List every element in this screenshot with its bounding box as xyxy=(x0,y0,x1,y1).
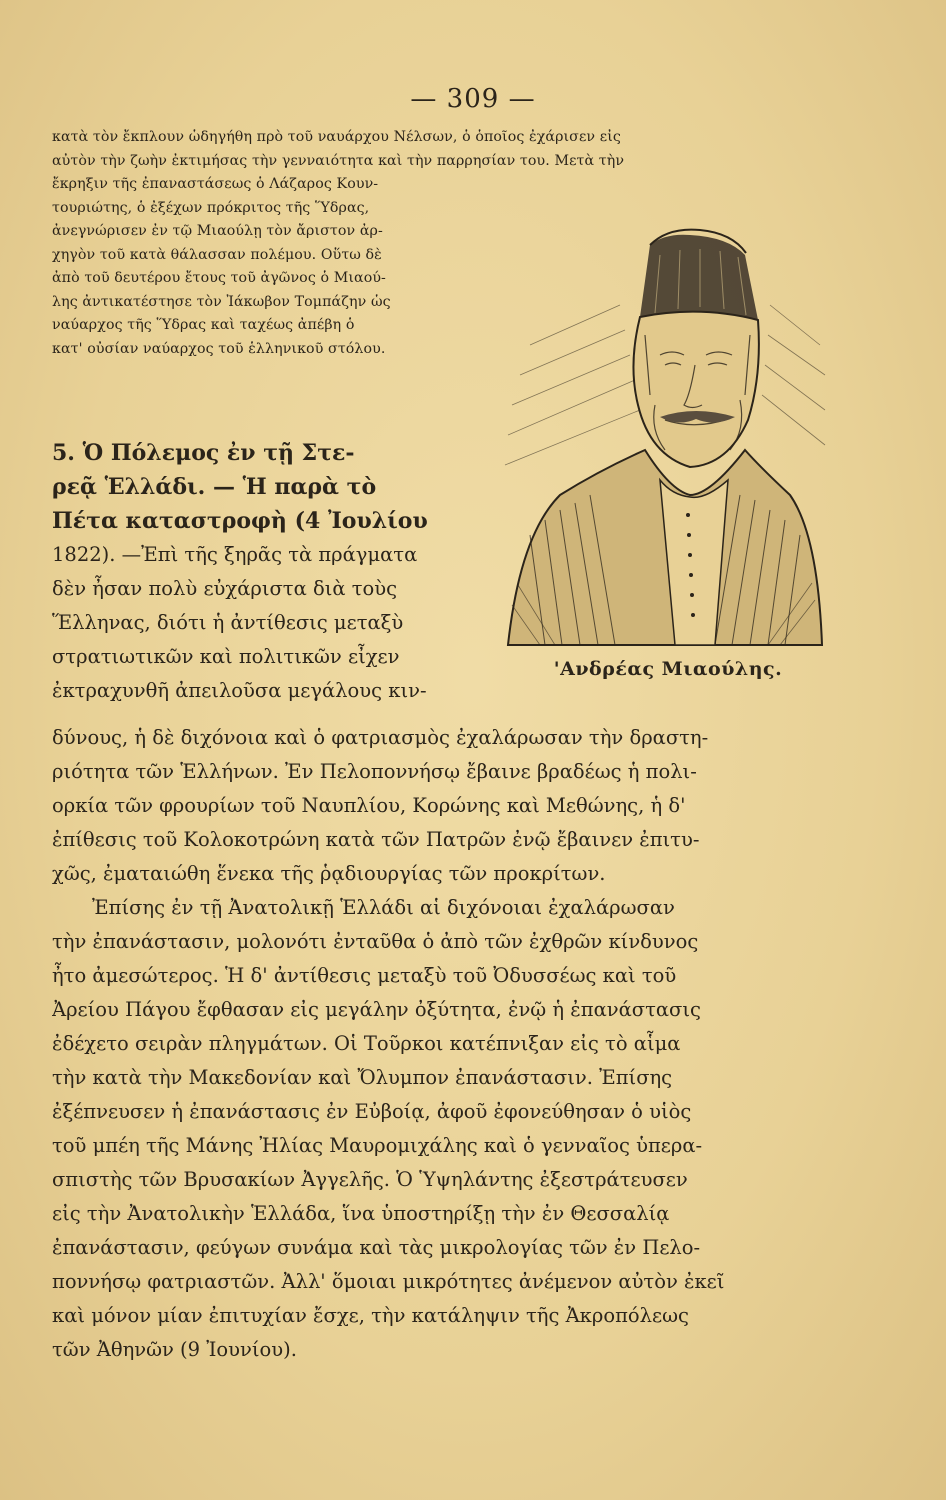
text-line: Ἀρείου Πάγου ἔφθασαν εἰς μεγάλην ὀξύτητα, ἐνῷ ἡ ἐπανάστασις xyxy=(52,998,701,1021)
text-line: ἐξέπνευσεν ἡ ἐπανάστασις ἐν Εὐβοίᾳ, ἀφοῦ ἐφονεύθησαν ὁ υἱὸς xyxy=(52,1100,692,1123)
text-line: Ἐπίσης ἐν τῇ Ἀνατολικῇ Ἑλλάδι αἱ διχόνοιαι ἐχαλάρωσαν xyxy=(92,896,675,919)
text-line: τῶν Ἀθηνῶν (9 Ἰουνίου). xyxy=(52,1338,297,1361)
text-line: δύνους, ἡ δὲ διχόνοια καὶ ὁ φατριασμὸς ἐχαλάρωσαν τὴν δραστη- xyxy=(52,726,709,749)
text-line: ριότητα τῶν Ἑλλήνων. Ἐν Πελοποννήσῳ ἔβαινε βραδέως ἡ πολι- xyxy=(52,760,697,783)
text-line: κατὰ τὸν ἔκπλουν ὡδηγήθη πρὸ τοῦ ναυάρχου Νέλσων, ὁ ὁποῖος ἐχάρισεν εἰς xyxy=(52,129,621,145)
text-line: 1822). —Ἐπὶ τῆς ξηρᾶς τὰ πράγματα xyxy=(52,543,418,566)
text-line: ἐπανάστασιν, φεύγων συνάμα καὶ τὰς μικρολογίας τῶν ἐν Πελο- xyxy=(52,1236,701,1259)
section-heading xyxy=(52,436,497,538)
text-line: εἰς τὴν Ἀνατολικὴν Ἑλλάδα, ἵνα ὑποστηρίξῃ τὴν ἐν Θεσσαλίᾳ xyxy=(52,1202,670,1225)
text-line: καὶ μόνον μίαν ἐπιτυχίαν ἔσχε, τὴν κατάληψιν τῆς Ἀκροπόλεως xyxy=(52,1304,689,1327)
text-line: Ἕλληνας, διότι ἡ ἀντίθεσις μεταξὺ xyxy=(52,611,404,634)
heading-line: 5. Ὁ Πόλεμος ἐν τῇ Στε- xyxy=(52,440,355,466)
text-line: τουριώτης, ὁ ἐξέχων πρόκριτος τῆς Ὕδρας, xyxy=(52,199,370,216)
text-line: ἀνεγνώρισεν ἐν τῷ Μιαούλῃ τὸν ἄριστον ἀρ- xyxy=(52,223,383,239)
text-line: ἔκρηξιν τῆς ἐπαναστάσεως ὁ Λάζαρος Κουν- xyxy=(52,176,379,192)
text-line: ναύαρχος τῆς Ὕδρας καὶ ταχέως ἀπέβη ὁ xyxy=(52,317,355,333)
text-line: ἐκτραχυνθῆ ἀπειλοῦσα μεγάλους κιν- xyxy=(52,679,427,702)
text-line: τὴν κατὰ τὴν Μακεδονίαν καὶ Ὄλυμπον ἐπανάστασιν. Ἐπίσης xyxy=(52,1066,673,1089)
mid-column-text xyxy=(52,538,502,708)
text-line: δὲν ἦσαν πολὺ εὐχάριστα διὰ τοὺς xyxy=(52,577,398,600)
top-full-text xyxy=(52,126,852,173)
text-line: λης ἀντικατέστησε τὸν Ἰάκωβον Τομπάζην ὡς xyxy=(52,293,391,310)
heading-line: ρεᾷ Ἑλλάδι. — Ἡ παρὰ τὸ xyxy=(52,474,377,500)
text-line: ἦτο ἀμεσώτερος. Ἡ δ' ἀντίθεσις μεταξὺ τοῦ Ὀδυσσέως καὶ τοῦ xyxy=(52,964,677,987)
text-line: ἐδέχετο σειρὰν πληγμάτων. Οἱ Τοῦρκοι κατέπνιξαν εἰς τὸ αἷμα xyxy=(52,1032,681,1055)
text-line: τοῦ μπέη τῆς Μάνης Ἠλίας Μαυρομιχάλης καὶ ὁ γενναῖος ὑπερα- xyxy=(52,1134,703,1157)
text-line: ποννήσῳ φατριαστῶν. Ἀλλ' ὅμοιαι μικρότητες ἀνέμενον αὐτὸν ἐκεῖ xyxy=(52,1270,725,1293)
text-line: ορκία τῶν φρουρίων τοῦ Ναυπλίου, Κορώνης καὶ Μεθώνης, ἡ δ' xyxy=(52,794,686,817)
text-line: χῶς, ἐματαιώθη ἕνεκα τῆς ῥᾳδιουργίας τῶν προκρίτων. xyxy=(52,862,606,885)
main-text-block xyxy=(52,721,852,1367)
text-line: τὴν ἐπανάστασιν, μολονότι ἐνταῦθα ὁ ἀπὸ τῶν ἐχθρῶν κίνδυνος xyxy=(52,930,699,953)
portrait-caption: 'Ανδρέας Μιαούλης. xyxy=(553,658,783,680)
left-column-text xyxy=(52,173,492,361)
text-line: στρατιωτικῶν καὶ πολιτικῶν εἶχεν xyxy=(52,645,400,668)
text-line: κατ' οὐσίαν ναύαρχος τοῦ ἑλληνικοῦ στόλου. xyxy=(52,340,386,357)
page-number: — 309 — xyxy=(410,84,536,114)
text-line: ἀπὸ τοῦ δευτέρου ἔτους τοῦ ἀγῶνος ὁ Μιαού- xyxy=(52,270,386,286)
text-line: αὐτὸν τὴν ζωὴν ἐκτιμήσας τὴν γενναιότητα καὶ τὴν παρρησίαν του. Μετὰ τὴν xyxy=(52,152,625,169)
text-line: σπιστὴς τῶν Βρυσακίων Ἀγγελῆς. Ὁ Ὑψηλάντης ἐξεστράτευσεν xyxy=(52,1168,688,1191)
text-line: χηγὸν τοῦ κατὰ θάλασσαν πολέμου. Οὕτω δὲ xyxy=(52,246,382,263)
text-line: ἐπίθεσις τοῦ Κολοκοτρώνη κατὰ τῶν Πατρῶν ἐνῷ ἔβαινεν ἐπιτυ- xyxy=(52,828,700,851)
portrait-illustration xyxy=(500,205,830,660)
heading-line: Πέτα καταστροφὴ (4 Ἰουλίου xyxy=(52,508,428,534)
